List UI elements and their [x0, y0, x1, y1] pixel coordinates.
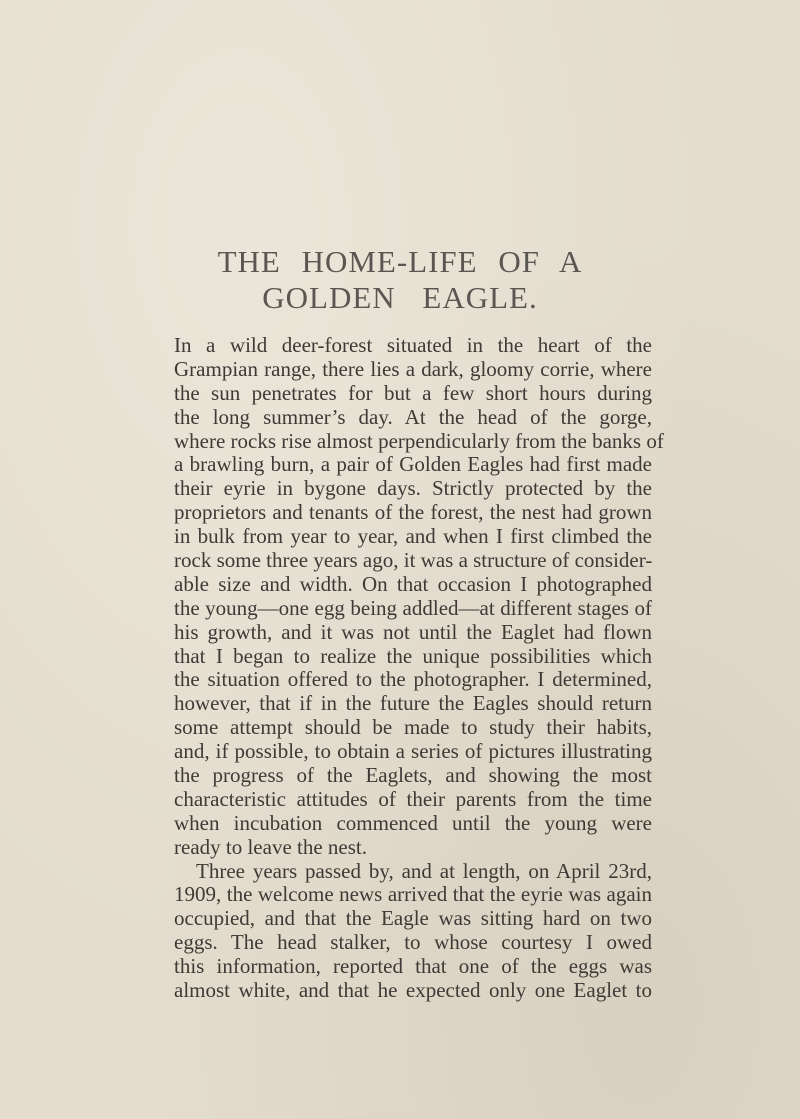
text-line: rock some three years ago, it was a structure of consider- [174, 548, 653, 573]
text-line: when incubation commenced until the young were [174, 810, 652, 835]
text-line: this information, reported that one of the eggs was [174, 954, 652, 979]
text-line: 1909, the welcome news arrived that the eyrie was again [174, 882, 652, 907]
text-line: however, that if in the future the Eagles should return [174, 691, 652, 716]
text-line: Three years passed by, and at length, on April 23rd, [196, 858, 652, 883]
chapter-title-line-2: GOLDEN EAGLE. [262, 280, 538, 315]
text-line: able size and width. On that occasion I photographed [174, 571, 652, 596]
text-line: and, if possible, to obtain a series of pictures illustrating [174, 739, 652, 764]
text-line: where rocks rise almost perpendicularly from the banks of [174, 428, 664, 453]
text-line: eggs. The head stalker, to whose courtesy I owed [174, 930, 652, 955]
text-line: a brawling burn, a pair of Golden Eagles had first made [174, 452, 652, 477]
text-line: his growth, and it was not until the Eaglet had flown [174, 619, 652, 644]
body-text [174, 333, 664, 1003]
text-line: the long summer’s day. At the head of the gorge, [174, 404, 652, 429]
text-line: their eyrie in bygone days. Strictly protected by the [174, 476, 652, 501]
text-line: the situation offered to the photographer. I determined, [174, 667, 652, 692]
text-line: Grampian range, there lies a dark, gloomy corrie, where [174, 356, 652, 381]
text-line: occupied, and that the Eagle was sitting hard on two [174, 906, 652, 931]
chapter-title-line-1: THE HOME-LIFE OF A [217, 244, 583, 279]
text-line: the sun penetrates for but a few short hours during [174, 380, 652, 405]
text-line: in bulk from year to year, and when I first climbed the [174, 524, 652, 549]
text-line: the young—one egg being addled—at different stages of [174, 595, 652, 620]
text-line: the progress of the Eaglets, and showing the most [174, 763, 652, 788]
text-line: almost white, and that he expected only one Eaglet to [174, 978, 652, 1003]
paragraph-1 [174, 333, 664, 860]
text-line: In a wild deer-forest situated in the heart of the [174, 333, 652, 357]
text-line: that I began to realize the unique possibilities which [174, 643, 652, 668]
text-line: ready to leave the nest. [174, 834, 367, 859]
text-line: characteristic attitudes of their parents from the time [174, 786, 652, 811]
text-line: proprietors and tenants of the forest, the nest had grown [174, 500, 652, 525]
text-line: some attempt should be made to study their habits, [174, 715, 652, 740]
paragraph-2 [174, 860, 652, 1003]
